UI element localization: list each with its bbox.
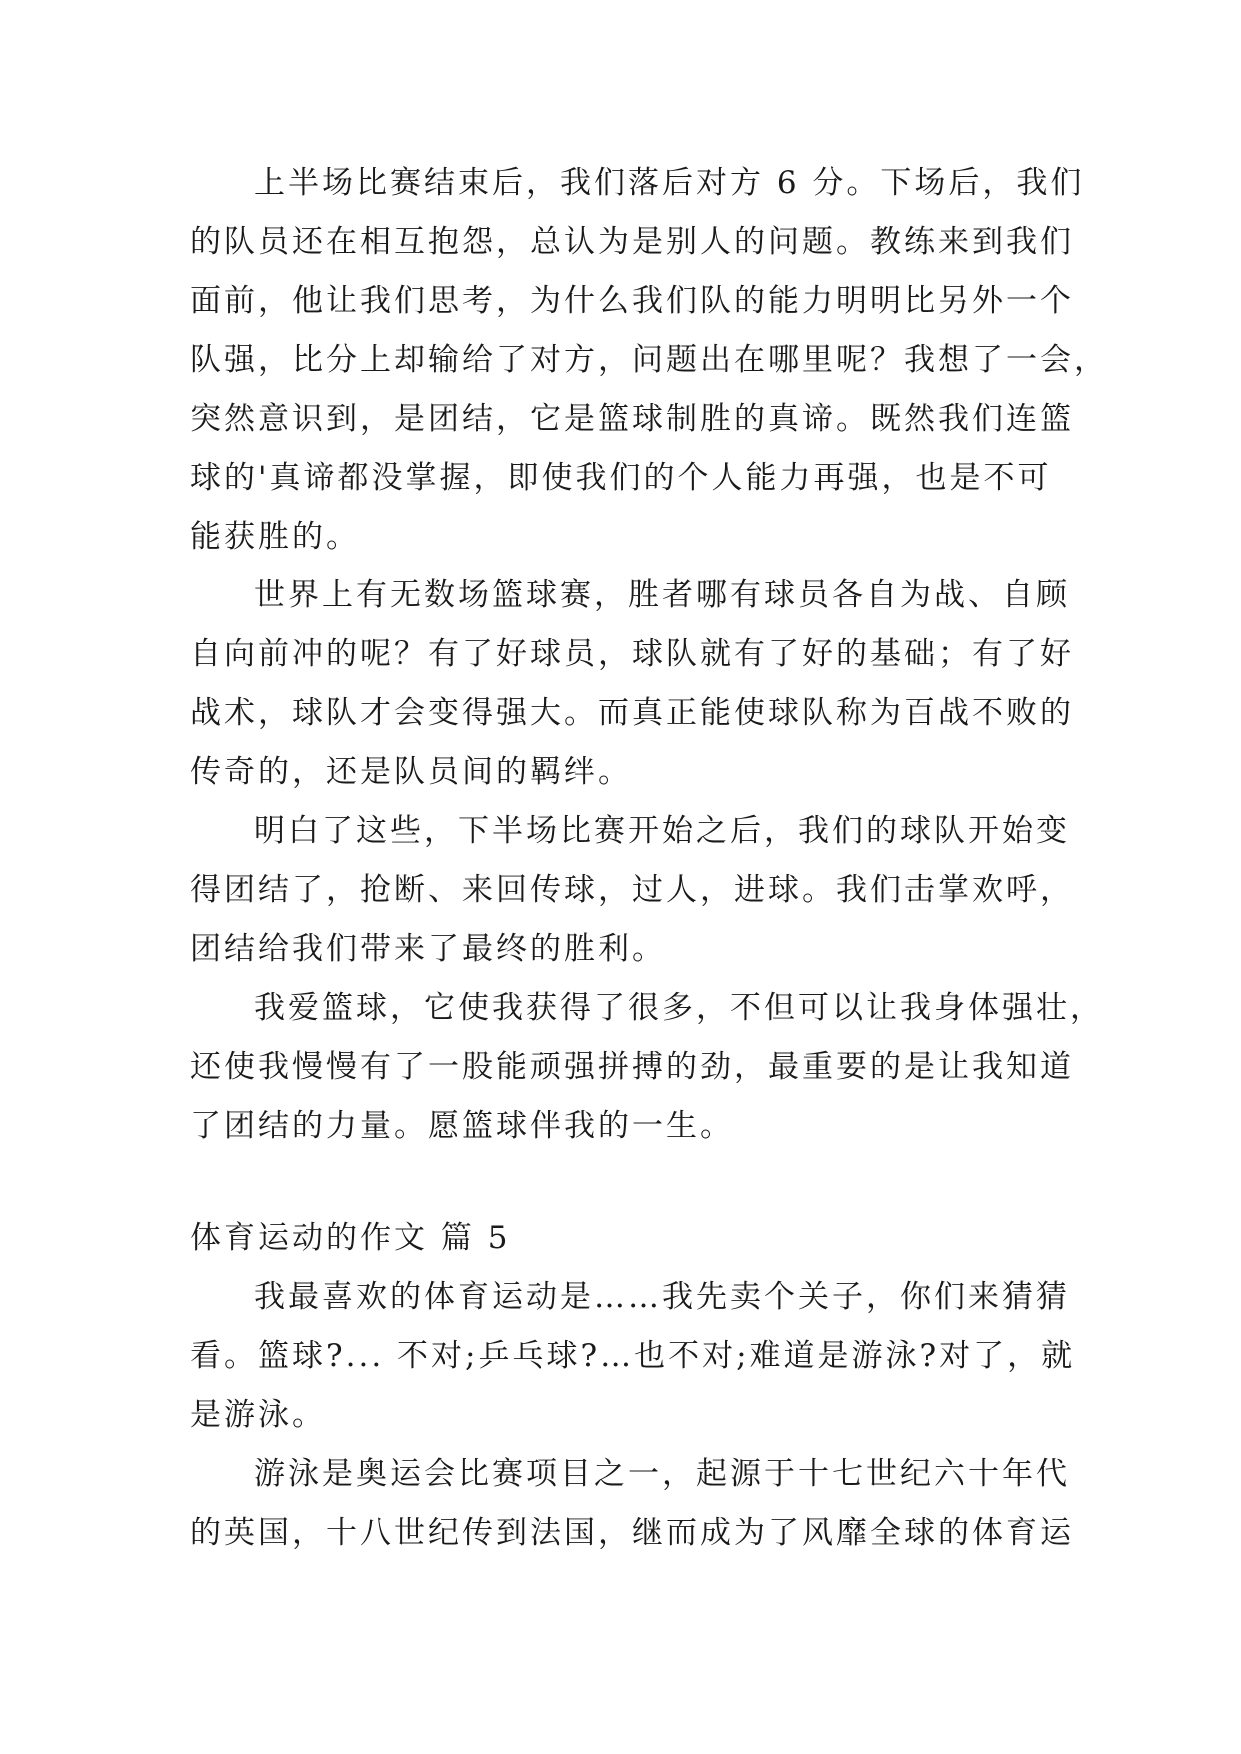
text-line: 战术，球队才会变得强大。而真正能使球队称为百战不败的 xyxy=(190,695,1074,731)
text-line: 游泳是奥运会比赛项目之一，起源于十七世纪六十年代 xyxy=(254,1456,1070,1492)
text-line: 看。篮球?... 不对;乒乓球?…也不对;难道是游泳?对了，就 xyxy=(190,1338,1076,1374)
text-line: 了团结的力量。愿篮球伴我的一生。 xyxy=(190,1108,734,1144)
text-line: 我爱篮球，它使我获得了很多，不但可以让我身体强壮， xyxy=(254,990,1104,1026)
text-line: 还使我慢慢有了一股能顽强拼搏的劲，最重要的是让我知道 xyxy=(190,1049,1074,1085)
text-line: 上半场比赛结束后，我们落后对方 6 分。下场后，我们 xyxy=(254,165,1085,201)
text-line: 我最喜欢的体育运动是……我先卖个关子，你们来猜猜 xyxy=(254,1279,1070,1315)
paragraph-love-basketball xyxy=(190,979,1104,1156)
text-line: 的英国，十八世纪传到法国，继而成为了风靡全球的体育运 xyxy=(190,1515,1074,1551)
paragraph-second-half xyxy=(190,802,1074,979)
text-line: 明白了这些，下半场比赛开始之后，我们的球队开始变 xyxy=(254,813,1070,849)
text-line: 团结给我们带来了最终的胜利。 xyxy=(190,931,666,967)
text-line: 球的'真谛都没掌握，即使我们的个人能力再强，也是不可 xyxy=(190,460,1052,496)
paragraph-favorite-sport xyxy=(190,1268,1076,1445)
text-line: 队强，比分上却输给了对方，问题出在哪里呢？我想了一会， xyxy=(190,342,1108,378)
text-line: 世界上有无数场篮球赛，胜者哪有球员各自为战、自顾 xyxy=(254,577,1070,613)
text-line: 面前，他让我们思考，为什么我们队的能力明明比另外一个 xyxy=(190,283,1074,319)
text-line: 的队员还在相互抱怨，总认为是别人的问题。教练来到我们 xyxy=(190,224,1074,260)
text-line: 传奇的，还是队员间的羁绊。 xyxy=(190,754,632,790)
text-line: 得团结了，抢断、来回传球，过人，进球。我们击掌欢呼， xyxy=(190,872,1074,908)
paragraph-swimming-history xyxy=(190,1445,1074,1563)
paragraph-halftime xyxy=(190,154,1108,567)
text-line: 突然意识到，是团结，它是篮球制胜的真谛。既然我们连篮 xyxy=(190,401,1074,437)
text-line: 是游泳。 xyxy=(190,1397,326,1433)
paragraph-world-games xyxy=(190,566,1074,802)
section-heading: 体育运动的作文 篇 5 xyxy=(190,1220,511,1256)
text-line: 自向前冲的呢？有了好球员，球队就有了好的基础；有了好 xyxy=(190,636,1074,672)
text-line: 能获胜的。 xyxy=(190,519,360,555)
